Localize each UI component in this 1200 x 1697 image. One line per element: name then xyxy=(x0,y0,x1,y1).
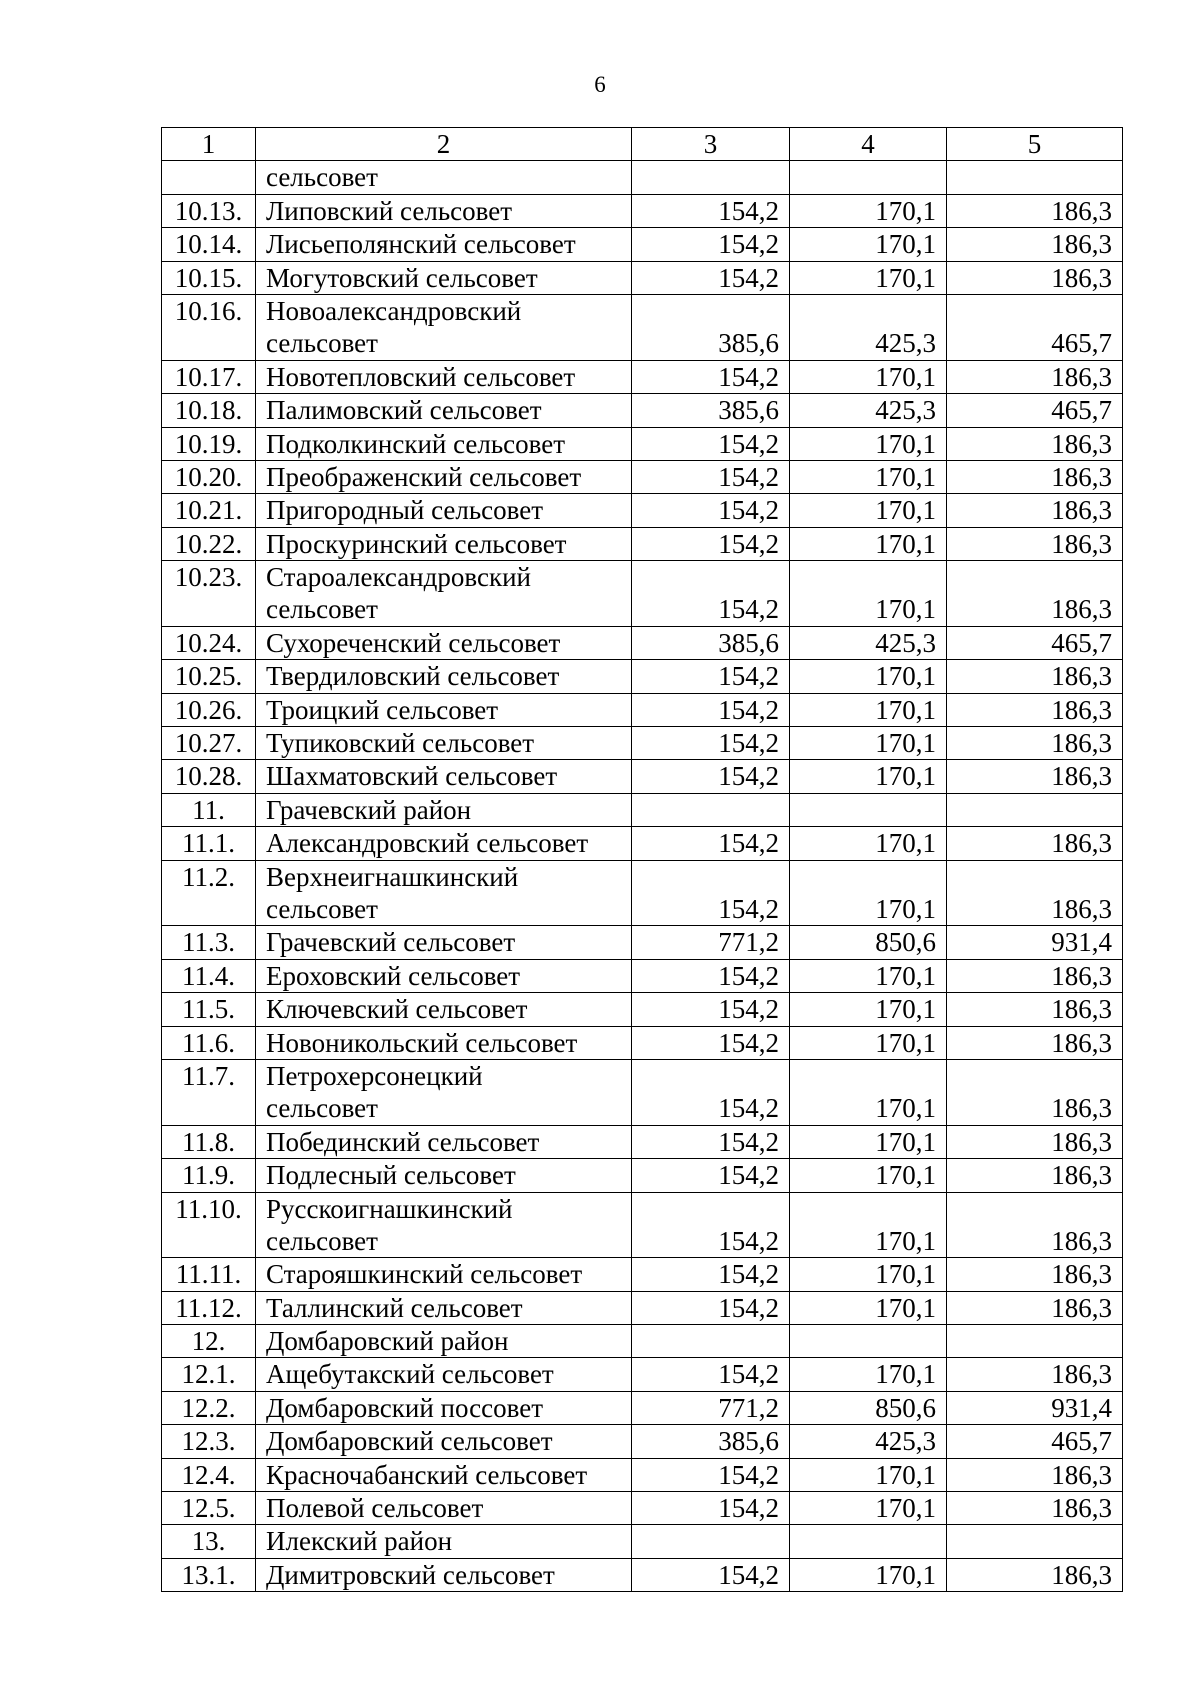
row-value-cell-5: 186,3 xyxy=(947,760,1123,793)
row-value-cell-4: 425,3 xyxy=(790,394,947,427)
row-value-cell-3: 154,2 xyxy=(632,727,790,760)
row-value-cell-4: 425,3 xyxy=(790,294,947,360)
row-number-cell: 12. xyxy=(162,1325,256,1358)
row-name-line: Ероховский сельсовет xyxy=(266,960,521,991)
row-name-cell xyxy=(256,1125,632,1158)
row-value-cell-5: 186,3 xyxy=(947,527,1123,560)
row-name-cell xyxy=(256,494,632,527)
table-row xyxy=(162,1358,1123,1391)
table-row xyxy=(162,1525,1123,1558)
row-value-cell-4: 170,1 xyxy=(790,660,947,693)
row-name-line: сельсовет xyxy=(266,594,378,625)
row-value-cell-4: 170,1 xyxy=(790,561,947,627)
row-number-cell: 11.4. xyxy=(162,959,256,992)
row-number-cell: 10.28. xyxy=(162,760,256,793)
row-name-cell xyxy=(256,228,632,261)
row-value-cell-3: 154,2 xyxy=(632,1125,790,1158)
row-number-cell: 11.2. xyxy=(162,860,256,926)
row-value-cell-4: 170,1 xyxy=(790,1558,947,1591)
header-cell-2: 2 xyxy=(256,128,632,161)
row-value-cell-5: 186,3 xyxy=(947,827,1123,860)
row-name-line: Палимовский сельсовет xyxy=(266,395,542,426)
table-row xyxy=(162,1458,1123,1491)
row-value-cell-5 xyxy=(947,1325,1123,1358)
row-number-cell: 11.7. xyxy=(162,1059,256,1125)
row-number-cell: 11.12. xyxy=(162,1291,256,1324)
row-value-cell-3: 154,2 xyxy=(632,860,790,926)
row-value-cell-4: 170,1 xyxy=(790,194,947,227)
row-value-cell-5: 186,3 xyxy=(947,494,1123,527)
row-name-cell xyxy=(256,427,632,460)
row-value-cell-5: 186,3 xyxy=(947,860,1123,926)
row-value-cell-4: 170,1 xyxy=(790,993,947,1026)
row-name-cell xyxy=(256,1325,632,1358)
row-value-cell-3: 154,2 xyxy=(632,760,790,793)
row-value-cell-4: 170,1 xyxy=(790,727,947,760)
row-value-cell-4: 170,1 xyxy=(790,1192,947,1258)
header-cell-1: 1 xyxy=(162,128,256,161)
table-row xyxy=(162,827,1123,860)
row-name-cell xyxy=(256,1258,632,1291)
row-value-cell-3: 385,6 xyxy=(632,1425,790,1458)
row-value-cell-5: 186,3 xyxy=(947,959,1123,992)
row-value-cell-4: 170,1 xyxy=(790,527,947,560)
row-name-line: Подколкинский сельсовет xyxy=(266,428,566,459)
row-value-cell-5: 186,3 xyxy=(947,1159,1123,1192)
row-name-line: Побединский сельсовет xyxy=(266,1126,540,1157)
row-value-cell-4: 170,1 xyxy=(790,261,947,294)
row-name-line: Петрохерсонецкий xyxy=(266,1060,483,1091)
row-value-cell-4: 170,1 xyxy=(790,693,947,726)
table-row xyxy=(162,1492,1123,1525)
table-row xyxy=(162,561,1123,627)
row-number-cell xyxy=(162,161,256,194)
row-value-cell-4: 170,1 xyxy=(790,1291,947,1324)
row-number-cell: 10.16. xyxy=(162,294,256,360)
table-row xyxy=(162,626,1123,659)
table-row xyxy=(162,394,1123,427)
row-name-cell xyxy=(256,1026,632,1059)
row-number-cell: 11.8. xyxy=(162,1125,256,1158)
row-value-cell-3: 154,2 xyxy=(632,194,790,227)
row-name-line: Русскоигнашкинский xyxy=(266,1193,513,1224)
row-name-cell xyxy=(256,561,632,627)
row-value-cell-3: 154,2 xyxy=(632,1159,790,1192)
row-value-cell-5: 931,4 xyxy=(947,1391,1123,1424)
row-value-cell-3: 154,2 xyxy=(632,261,790,294)
table-row xyxy=(162,1291,1123,1324)
row-name-cell xyxy=(256,1525,632,1558)
row-value-cell-5: 186,3 xyxy=(947,261,1123,294)
row-number-cell: 11.3. xyxy=(162,926,256,959)
row-value-cell-5: 186,3 xyxy=(947,427,1123,460)
row-value-cell-5 xyxy=(947,161,1123,194)
row-value-cell-3: 154,2 xyxy=(632,527,790,560)
row-name-line: Александровский сельсовет xyxy=(266,828,589,859)
row-number-cell: 12.5. xyxy=(162,1492,256,1525)
row-number-cell: 10.17. xyxy=(162,360,256,393)
row-value-cell-5 xyxy=(947,793,1123,826)
table-row xyxy=(162,926,1123,959)
row-value-cell-4: 170,1 xyxy=(790,1492,947,1525)
header-cell-4: 4 xyxy=(790,128,947,161)
row-name-cell xyxy=(256,1492,632,1525)
row-name-line: Могутовский сельсовет xyxy=(266,262,538,293)
row-name-line: сельсовет xyxy=(266,1093,378,1124)
table-row xyxy=(162,194,1123,227)
row-number-cell: 10.27. xyxy=(162,727,256,760)
row-value-cell-5: 186,3 xyxy=(947,194,1123,227)
row-name-line: Шахматовский сельсовет xyxy=(266,761,558,792)
row-value-cell-4: 170,1 xyxy=(790,427,947,460)
row-value-cell-3: 154,2 xyxy=(632,1026,790,1059)
row-value-cell-3: 385,6 xyxy=(632,626,790,659)
row-value-cell-4: 170,1 xyxy=(790,228,947,261)
row-name-cell xyxy=(256,194,632,227)
table-row xyxy=(162,693,1123,726)
row-value-cell-5: 186,3 xyxy=(947,993,1123,1026)
row-value-cell-3: 154,2 xyxy=(632,1492,790,1525)
row-value-cell-4: 170,1 xyxy=(790,494,947,527)
table-row xyxy=(162,1192,1123,1258)
row-value-cell-4: 170,1 xyxy=(790,1358,947,1391)
row-number-cell: 11. xyxy=(162,793,256,826)
table-row xyxy=(162,494,1123,527)
row-value-cell-3: 154,2 xyxy=(632,1059,790,1125)
table-row xyxy=(162,161,1123,194)
row-name-line: Домбаровский район xyxy=(266,1326,509,1357)
row-name-line: Проскуринский сельсовет xyxy=(266,528,567,559)
row-name-cell xyxy=(256,660,632,693)
row-value-cell-5: 186,3 xyxy=(947,1291,1123,1324)
row-value-cell-5: 186,3 xyxy=(947,1492,1123,1525)
row-name-line: Старояшкинский сельсовет xyxy=(266,1259,583,1290)
table-row xyxy=(162,1325,1123,1358)
table-row xyxy=(162,760,1123,793)
row-value-cell-5: 186,3 xyxy=(947,727,1123,760)
row-number-cell: 10.15. xyxy=(162,261,256,294)
row-value-cell-5: 186,3 xyxy=(947,228,1123,261)
row-value-cell-4 xyxy=(790,793,947,826)
row-name-line: Илекский район xyxy=(266,1526,453,1557)
row-name-cell xyxy=(256,294,632,360)
row-number-cell: 10.13. xyxy=(162,194,256,227)
row-name-line: Лисьеполянский сельсовет xyxy=(266,229,576,260)
row-name-line: Троицкий сельсовет xyxy=(266,694,499,725)
table-row xyxy=(162,660,1123,693)
row-value-cell-4: 170,1 xyxy=(790,360,947,393)
table-row xyxy=(162,1558,1123,1591)
row-value-cell-4: 170,1 xyxy=(790,1258,947,1291)
row-name-line: Преображенский сельсовет xyxy=(266,461,582,492)
row-number-cell: 10.24. xyxy=(162,626,256,659)
row-number-cell: 10.22. xyxy=(162,527,256,560)
row-value-cell-5: 465,7 xyxy=(947,626,1123,659)
row-value-cell-3 xyxy=(632,793,790,826)
row-number-cell: 11.9. xyxy=(162,1159,256,1192)
row-value-cell-4: 850,6 xyxy=(790,926,947,959)
row-name-line: сельсовет xyxy=(266,162,378,193)
row-name-line: сельсовет xyxy=(266,1225,378,1256)
row-name-cell xyxy=(256,926,632,959)
row-value-cell-3: 154,2 xyxy=(632,1358,790,1391)
table-row xyxy=(162,1059,1123,1125)
row-value-cell-3: 771,2 xyxy=(632,926,790,959)
row-value-cell-3: 154,2 xyxy=(632,1458,790,1491)
row-value-cell-3: 385,6 xyxy=(632,294,790,360)
table-row xyxy=(162,1026,1123,1059)
row-value-cell-5: 186,3 xyxy=(947,693,1123,726)
row-name-line: Красночабанский сельсовет xyxy=(266,1459,588,1490)
row-value-cell-4: 425,3 xyxy=(790,626,947,659)
row-number-cell: 13. xyxy=(162,1525,256,1558)
page-number: 6 xyxy=(594,72,606,97)
row-name-cell xyxy=(256,360,632,393)
row-value-cell-4: 425,3 xyxy=(790,1425,947,1458)
row-name-cell xyxy=(256,1291,632,1324)
row-number-cell: 10.18. xyxy=(162,394,256,427)
row-number-cell: 10.20. xyxy=(162,460,256,493)
row-name-line: Пригородный сельсовет xyxy=(266,495,544,526)
row-name-cell xyxy=(256,959,632,992)
row-name-line: Грачевский сельсовет xyxy=(266,927,516,958)
row-name-line: Ключевский сельсовет xyxy=(266,994,528,1025)
row-number-cell: 12.1. xyxy=(162,1358,256,1391)
row-value-cell-5: 186,3 xyxy=(947,1258,1123,1291)
row-value-cell-4: 170,1 xyxy=(790,959,947,992)
row-value-cell-3 xyxy=(632,1525,790,1558)
table-row xyxy=(162,1159,1123,1192)
header-row xyxy=(162,128,1123,161)
row-name-line: Староалександровский xyxy=(266,562,531,593)
table-row xyxy=(162,959,1123,992)
row-value-cell-5: 186,3 xyxy=(947,1192,1123,1258)
row-name-line: Твердиловский сельсовет xyxy=(266,661,560,692)
row-value-cell-3: 154,2 xyxy=(632,494,790,527)
row-value-cell-4 xyxy=(790,1525,947,1558)
row-name-line: Грачевский район xyxy=(266,794,472,825)
row-name-cell xyxy=(256,693,632,726)
row-value-cell-3: 154,2 xyxy=(632,1258,790,1291)
row-number-cell: 10.21. xyxy=(162,494,256,527)
row-value-cell-5 xyxy=(947,1525,1123,1558)
row-name-line: Сухореченский сельсовет xyxy=(266,627,561,658)
row-value-cell-3: 154,2 xyxy=(632,427,790,460)
row-number-cell: 10.23. xyxy=(162,561,256,627)
row-value-cell-5: 186,3 xyxy=(947,360,1123,393)
row-name-cell xyxy=(256,261,632,294)
row-value-cell-5: 186,3 xyxy=(947,660,1123,693)
row-name-cell xyxy=(256,1159,632,1192)
row-value-cell-4: 170,1 xyxy=(790,1059,947,1125)
row-name-line: Димитровский сельсовет xyxy=(266,1559,555,1590)
header-cell-3: 3 xyxy=(632,128,790,161)
row-name-cell xyxy=(256,1059,632,1125)
row-value-cell-5: 186,3 xyxy=(947,1358,1123,1391)
row-number-cell: 11.10. xyxy=(162,1192,256,1258)
row-number-cell: 11.1. xyxy=(162,827,256,860)
row-name-line: Новоникольский сельсовет xyxy=(266,1027,578,1058)
row-name-cell xyxy=(256,760,632,793)
row-value-cell-3: 385,6 xyxy=(632,394,790,427)
table-row xyxy=(162,460,1123,493)
row-name-cell xyxy=(256,1458,632,1491)
row-name-line: Подлесный сельсовет xyxy=(266,1160,516,1191)
table-row xyxy=(162,261,1123,294)
row-name-cell xyxy=(256,161,632,194)
row-value-cell-3: 154,2 xyxy=(632,959,790,992)
row-number-cell: 10.14. xyxy=(162,228,256,261)
table-row xyxy=(162,427,1123,460)
row-number-cell: 12.2. xyxy=(162,1391,256,1424)
row-number-cell: 11.11. xyxy=(162,1258,256,1291)
row-value-cell-3: 154,2 xyxy=(632,1291,790,1324)
row-value-cell-4: 170,1 xyxy=(790,1125,947,1158)
row-name-cell xyxy=(256,860,632,926)
table-row xyxy=(162,1125,1123,1158)
table-row xyxy=(162,860,1123,926)
row-value-cell-5: 186,3 xyxy=(947,1558,1123,1591)
row-value-cell-5: 186,3 xyxy=(947,1059,1123,1125)
row-value-cell-3: 154,2 xyxy=(632,993,790,1026)
row-name-line: Домбаровский сельсовет xyxy=(266,1426,553,1457)
row-name-line: сельсовет xyxy=(266,893,378,924)
row-name-cell xyxy=(256,1425,632,1458)
row-value-cell-4: 170,1 xyxy=(790,1458,947,1491)
row-name-cell xyxy=(256,793,632,826)
table-row xyxy=(162,793,1123,826)
table-row xyxy=(162,993,1123,1026)
row-name-line: Верхнеигнашкинский xyxy=(266,861,519,892)
header-cell-5: 5 xyxy=(947,128,1123,161)
row-value-cell-4: 170,1 xyxy=(790,760,947,793)
row-name-cell xyxy=(256,626,632,659)
row-name-cell xyxy=(256,1391,632,1424)
table-body xyxy=(162,128,1123,1592)
row-value-cell-5: 186,3 xyxy=(947,1458,1123,1491)
row-value-cell-3: 154,2 xyxy=(632,1558,790,1591)
row-value-cell-3 xyxy=(632,1325,790,1358)
row-value-cell-5: 186,3 xyxy=(947,1026,1123,1059)
row-value-cell-5: 186,3 xyxy=(947,561,1123,627)
row-name-line: Липовский сельсовет xyxy=(266,195,512,226)
row-name-line: Новотепловский сельсовет xyxy=(266,361,576,392)
row-number-cell: 13.1. xyxy=(162,1558,256,1591)
row-value-cell-5: 186,3 xyxy=(947,1125,1123,1158)
row-name-line: сельсовет xyxy=(266,328,378,359)
table-row xyxy=(162,228,1123,261)
row-number-cell: 11.5. xyxy=(162,993,256,1026)
row-value-cell-3: 154,2 xyxy=(632,360,790,393)
row-value-cell-4 xyxy=(790,161,947,194)
row-value-cell-3: 154,2 xyxy=(632,1192,790,1258)
row-value-cell-4: 170,1 xyxy=(790,860,947,926)
row-name-cell xyxy=(256,1558,632,1591)
table-row xyxy=(162,294,1123,360)
row-name-cell xyxy=(256,460,632,493)
row-number-cell: 10.19. xyxy=(162,427,256,460)
row-name-cell xyxy=(256,727,632,760)
row-name-line: Полевой сельсовет xyxy=(266,1493,484,1524)
row-value-cell-4: 170,1 xyxy=(790,460,947,493)
row-value-cell-3: 154,2 xyxy=(632,561,790,627)
row-name-cell xyxy=(256,827,632,860)
row-value-cell-3 xyxy=(632,161,790,194)
row-value-cell-5: 465,7 xyxy=(947,1425,1123,1458)
row-name-line: Новоалександровский xyxy=(266,295,522,326)
row-value-cell-3: 154,2 xyxy=(632,460,790,493)
row-number-cell: 11.6. xyxy=(162,1026,256,1059)
row-name-line: Тупиковский сельсовет xyxy=(266,728,535,759)
row-value-cell-3: 771,2 xyxy=(632,1391,790,1424)
row-value-cell-4: 170,1 xyxy=(790,1026,947,1059)
row-value-cell-3: 154,2 xyxy=(632,693,790,726)
row-name-cell xyxy=(256,527,632,560)
row-number-cell: 10.25. xyxy=(162,660,256,693)
row-name-line: Ащебутакский сельсовет xyxy=(266,1359,554,1390)
table-row xyxy=(162,1258,1123,1291)
table-row xyxy=(162,1391,1123,1424)
row-value-cell-4: 170,1 xyxy=(790,827,947,860)
row-value-cell-5: 931,4 xyxy=(947,926,1123,959)
row-name-line: Домбаровский поссовет xyxy=(266,1392,544,1423)
row-name-cell xyxy=(256,993,632,1026)
table-row xyxy=(162,527,1123,560)
row-value-cell-5: 465,7 xyxy=(947,394,1123,427)
data-table xyxy=(161,127,1123,1592)
row-name-cell xyxy=(256,1358,632,1391)
table-row xyxy=(162,727,1123,760)
row-value-cell-3: 154,2 xyxy=(632,228,790,261)
row-value-cell-3: 154,2 xyxy=(632,827,790,860)
row-value-cell-4: 170,1 xyxy=(790,1159,947,1192)
row-value-cell-4: 850,6 xyxy=(790,1391,947,1424)
table-row xyxy=(162,360,1123,393)
row-number-cell: 12.4. xyxy=(162,1458,256,1491)
row-number-cell: 10.26. xyxy=(162,693,256,726)
row-number-cell: 12.3. xyxy=(162,1425,256,1458)
row-name-cell xyxy=(256,1192,632,1258)
row-name-line: Таллинский сельсовет xyxy=(266,1292,523,1323)
row-value-cell-3: 154,2 xyxy=(632,660,790,693)
row-value-cell-5: 186,3 xyxy=(947,460,1123,493)
row-value-cell-5: 465,7 xyxy=(947,294,1123,360)
row-value-cell-4 xyxy=(790,1325,947,1358)
table-row xyxy=(162,1425,1123,1458)
row-name-cell xyxy=(256,394,632,427)
